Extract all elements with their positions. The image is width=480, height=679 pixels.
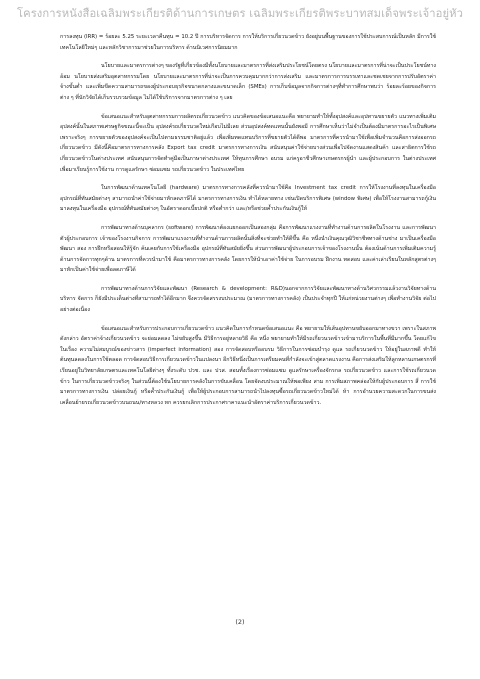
document-body	[60, 32, 436, 416]
paragraph-policy: นโยบายและมาตรการต่างๆ ของรัฐที่เกี่ยวข้องมีทั้งนโยบายและมาตรการที่ส่งเสริมประโยชน์โดยตรง นโยบายและมาตรการที่น่าจะเป็นประโยชน์ทางอ้อม นโยบายส่งเสริมอุตสาหกรรมโดย นโยบายและมาตรการที่น่าจะเป็นการควบคุมมากกว่าการส่งเสริม และมาตรการการบรรเทาและชดเชยจากการปรับอัตราค่าจ้างขั้นต่ำ และเพิ่มขีดความสามารถของผู้ประกอบธุรกิจขนาดกลางและขนาดเล็ก (SMEs) การเก็บข้อมูลจากกิจการต่างๆที่ทำการศึกษาพบว่า ร้อยละร้อยของกิจการต่าง ๆ ที่นักวิจัยได้เก็บรวบรวมข้อมูล ไม่ได้ใช้บริการจากมาตรการต่าง ๆ เลย	[60, 63, 436, 101]
paragraph-operator-recommendations: ข้อเสนอแนะสำหรับการประกอบการเกี่ยวนวดข้าว แนวคิดในการกำหนดข้อเสนอแนะ คือ พยายามให้เส้นอุปทานขยับออกมาทางขวา เพราะในสภาพดังกล่าว อัตราค่าจ้างเกี่ยวนวดข้าว จะย่อมลดลง ไม่ขยับสูงขึ้น มีวิธีการอยู่หลายวิธี คือ หนึ่ง พยายามทำให้มีรถเกี่ยวนวดข้าวเข้ามาบริการในพื้นที่มีมากขึ้น โดยแก้ไขในเรื่อง ความไม่สมบูรณ์ของข่าวสาร (imperfect information) สอง การจัดสอบหรืออบรม วิธีการในการซ่อมบำรุง ดูแล รถเกี่ยวนวดข้าว ให้อยู่ในสภาพดี ทำให้ต้นทุนลดลงในการใช้ตลอด การจัดสอบวิธีการเกี่ยวนวดข้าวในแปลงนา อีกวิธีหนึ่งเป็นการเตรียมคนที่กำลังจะเข้าสู่ตลาดแรงงาน คือการส่งเสริมให้ลูกหลานเกษตรกรที่เรียนอยู่ในวิทยาลัยเกษตรและเทคโนโลยีต่างๆ ทั้งระดับ ปวช. และ ปวส. สอนทั้งเรื่องการซ่อมแซม ดูแลรักษาเครื่องจักรกล รถเกี่ยวนวดข้าว และการใช้รถเกี่ยวนวดข้าว ในการเกี่ยวนวดข้าวจริงๆ ในส่วนนี้ต้องใช้นโยบายการคลังในการขับเคลื่อน โดยจัดงบประมาณให้พอเพียง สาม การเพิ่มสภาพคล่องให้กับผู้ประกอบการ สี่ การใช้มาตรการทางการเงิน ปล่อยเงินกู้ หรือค้ำประกันเงินกู้ เพื่อให้ผู้ประกอบการสามารถนำไปลงทุนซื้อรถเกี่ยวนวดข้าวใหม่ได้ ห้า การอำนวยความสะดวกในการขนส่ง เคลื่อนย้ายรถเกี่ยวนวดข้าวบนถนน/ทางหลวง หก ควรยกเลิกการประกาศราคาแนะนำอัตราค่าบริการเกี่ยวนวดข้าว.	[60, 325, 436, 406]
paragraph-irr: การลงทุน (IRR) = ร้อยละ 5.25 ระยะเวลาคืนทุน = 10.2 ปี การบริหารจัดการ การให้บริการเกี่ยวนวดข้าว ยังอยู่บนพื้นฐานของการใช้ประสบการณ์เป็นหลัก มีการใช้เทคโนโลยีใหม่ๆ และหลักวิชาการมาช่วยในการบริหาร ด้านนิเวศการนิยมมาก	[60, 34, 436, 51]
paragraph-hardware: ในการพัฒนาด้านเทคโนโลยี (hardware) มาตรการทางการคลังที่ควรนำมาใช้คือ Investment tax credit การให้โรงงานที่ลงทุนในเครื่องมือ อุปกรณ์ที่ทันสมัยต่างๆ สามารถนำค่าใช้จ่ายมาหักลดภาษีได้ มาตรการทางการเงิน ทำได้หลายทาง เช่นเปิดบริการพิเศษ (window พิเศษ) เพื่อให้โรงงานสามารถกู้เงินมาลงทุนในเครื่องมือ อุปกรณ์ที่ทันสมัยต่างๆ ในอัตราดอกเบี้ยปกติ หรือต่ำกว่า และ/หรือช่วยค้ำประกันเงินกู้ให้	[60, 185, 436, 213]
paragraph-software: การพัฒนาทางด้านบุคลากร (software) การพัฒนาต้องแยกออกเป็นสองกลุ่ม คือการพัฒนาแรงงานที่ทำงานด้านการผลิตในโรงงาน และการพัฒนาตัวผู้ประกอบการ เจ้าของโรงงานกิจการ การพัฒนาแรงงานที่ทำงานด้านการผลิตนั้นสิ่งที่จะช่วยทำให้ดีขึ้น คือ หนึ่งนำเงินคุณวุฒิวิชาชีพทางด้านช่าง มาเป็นเครื่องมือพัฒนา สอง การฝึกหรือสอนให้รู้จัก ค้นเคยกับการใช้เครื่องมือ อุปกรณ์ที่ทันสมัยยิ่งขึ้น ส่วนการพัฒนาผู้ประกอบการเจ้าของโรงงานนั้น ต้องเน้นด้านการเพิ่มเติมความรู้ด้านการจัดการทุกๆด้าน มาตรการที่ควรนำมาใช้ คือมาตรการทางการคลัง โดยการให้นำเอาค่าใช้จ่าย ในการอบรม ฝึกงาน ทดสอบ และค่าเล่าเรียนในหลักสูตรต่างๆ มาหักเป็นค่าใช้จ่ายเพื่อลดภาษีได้	[60, 224, 436, 274]
running-header: โครงการหนังสือเฉลิมพระเกียรติด้านการเกษตร เฉลิมพระเกียรติพระบาทสมเด็จพระเจ้าอยู่หัว	[17, 7, 463, 20]
paragraph-rnd: การพัฒนาทางด้านการวิจัยและพัฒนา (Research & development: R&D)นอกจากการวิจัยและพัฒนาทางด้านวิศวกรรมแล้วงานวิจัยทางด้าน บริหาร จัดการ ก็ยังมีประเด็นต่างที่สามารถทำได้อีกมาก จึงควรจัดสรรงบประมาณ (มาตรการทางการคลัง) เป็นประจำทุกปี ให้แก่หน่วยงานต่างๆ เพื่อทำงานวิจัย ต่อไปอย่างต่อเนื่อง	[60, 285, 436, 314]
page-number: (2)	[235, 618, 245, 626]
paragraph-industry-recommendations: ข้อเสนอแนะสำหรับอุตสาหกรรมการผลิตรถเกี่ยวนวดข้าว แนวคิดของข้อเสนอแนะคือ พยายามทำให้ทั้งอุปสงค์และอุปทานขยายตัว แนวทางเพิ่มเติมอุปสงค์นั้นในสภาพเศรษฐกิจขณะนี้จะเป็น อุปสงค์รถเกี่ยวนวดใหม่เกือบไม่มีเลย ส่วนอุปสงค์ทดแทนนั้นยังพอมี การศึกษาเห็นว่าไม่จำเป็นต้องมีมาตรการอะไรเป็นพิเศษ เพราะจริงๆ การขยายตัวของอุปสงค์จะเป็นไปตามธรรมชาติอยู่แล้ว เพื่อเพิ่มทดแทนบริการที่ขยายตัวได้ดีพอ มาตรการที่ควรนำมาใช้เพื่อเพิ่มจำนวนคือการส่งออกรถเกี่ยวนวดข้าว มีดังนี้คือมาตรการทางการคลัง Export tax credit มาตรการทางการเงิน สนับสนุนค่าใช้จ่ายบางส่วนเพื่อไปจัดงานแสดงสินค้า และสาธิตการใช้รถเกี่ยวนวดข้าวในต่างประเทศ สนับสนุนการจัดทำคู่มือเป็นภาษาต่างประเทศ ให้ทุนการศึกษา อบรม แก่ครูอาชีวศึกษาเกษตรกรผู้นำ และผู้ประกอบการ ในต่างประเทศ เพื่อมาเรียนรู้การใช้งาน การดูแลรักษา ซ่อมแซม รถเกี่ยวนวดข้าว ในประเทศไทย	[60, 113, 436, 173]
